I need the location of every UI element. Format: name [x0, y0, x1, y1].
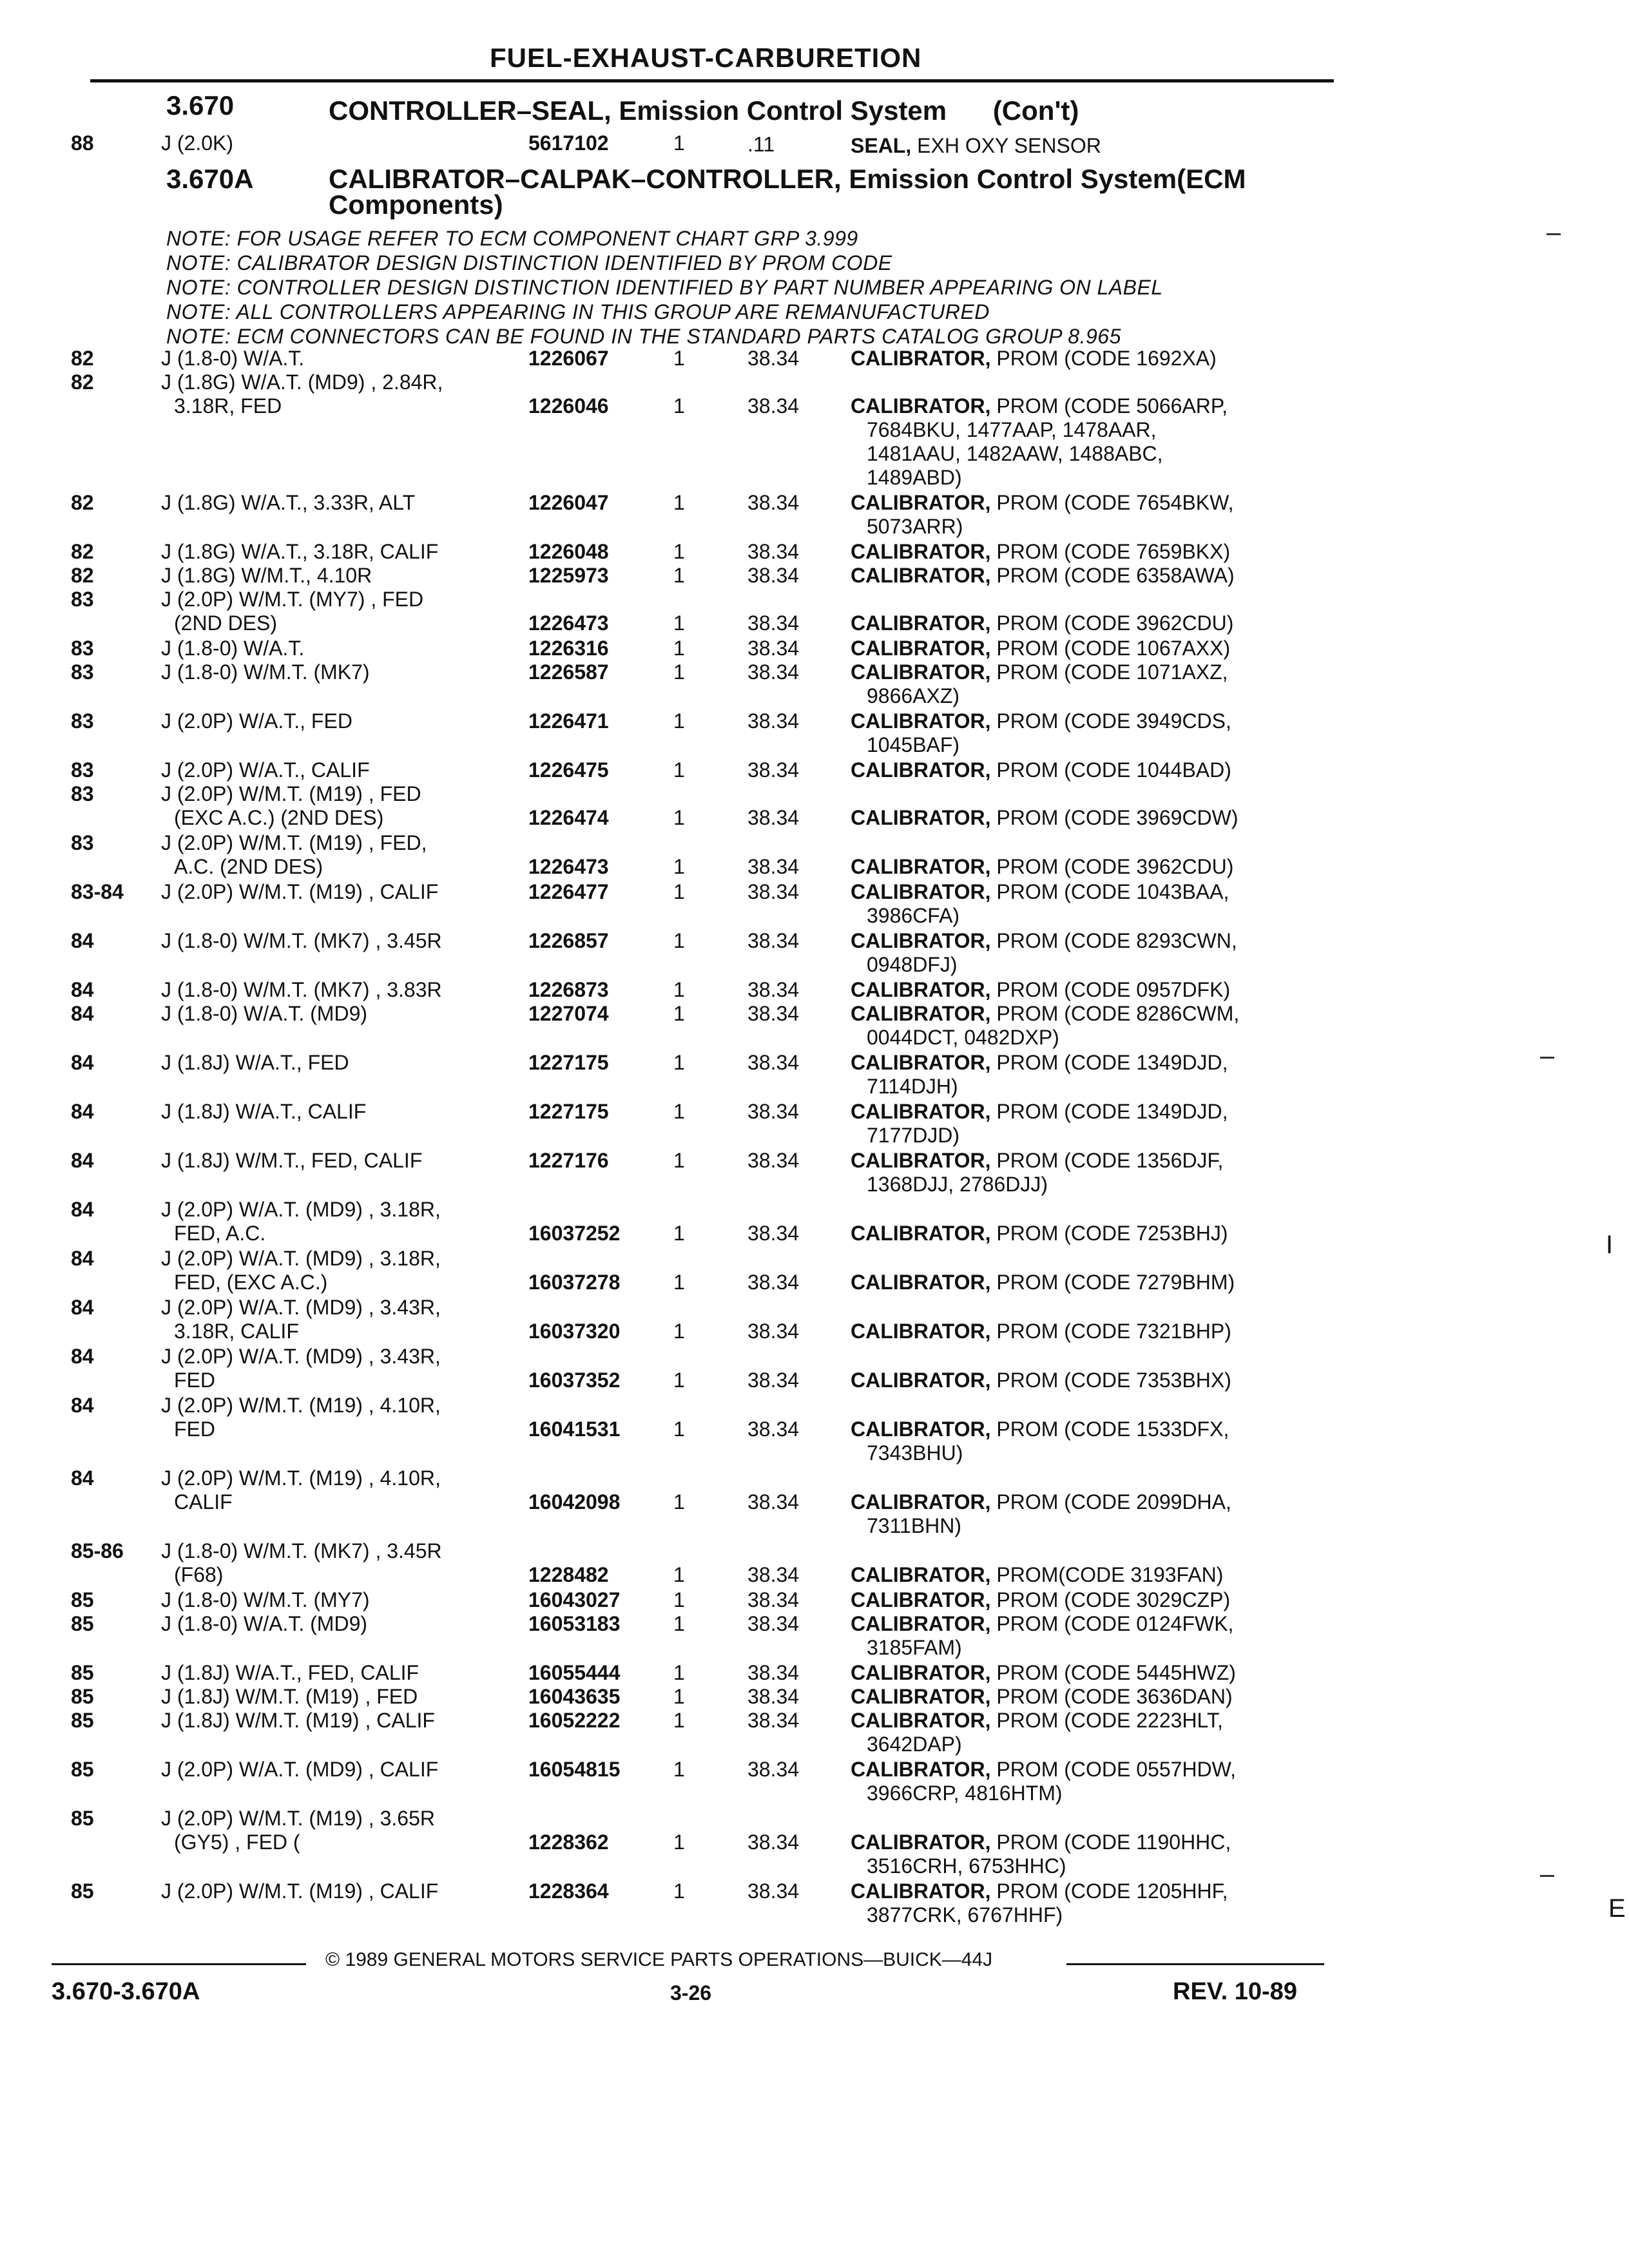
part-name: 0948DFJ): [867, 953, 958, 976]
part-number: 1228482: [528, 1563, 609, 1586]
part-quantity: 1: [673, 1709, 685, 1732]
part-quantity: 1: [673, 709, 685, 733]
part-ref-number: 83: [71, 831, 94, 854]
part-number: 16037252: [528, 1222, 621, 1245]
part-price: 38.34: [747, 709, 800, 733]
part-name: CALIBRATOR, PROM (CODE 1071AXZ,: [851, 660, 1228, 684]
part-price: 38.34: [747, 347, 800, 370]
part-name: CALIBRATOR, PROM (CODE 3029CZP): [851, 1588, 1231, 1611]
part-ref-number: 84: [71, 1149, 94, 1172]
part-quantity: 1: [673, 1051, 685, 1074]
header-rule: [90, 79, 1334, 82]
margin-tick: [1547, 233, 1561, 235]
part-number: 1226473: [528, 855, 609, 878]
part-name: CALIBRATOR, PROM (CODE 1692XA): [851, 347, 1217, 370]
section-title: [329, 95, 1079, 126]
part-price: 38.34: [747, 1490, 800, 1514]
part-ref-number: 85: [71, 1685, 94, 1708]
part-name: CALIBRATOR, PROM (CODE 2099DHA,: [851, 1490, 1231, 1514]
part-quantity: 1: [673, 1661, 685, 1684]
part-ref-number: 84: [71, 1345, 94, 1368]
part-name: CALIBRATOR, PROM (CODE 0124FWK,: [851, 1612, 1234, 1635]
margin-tick: [1540, 1057, 1554, 1059]
part-name: CALIBRATOR, PROM (CODE 1190HHC,: [851, 1831, 1231, 1854]
part-name: CALIBRATOR, PROM (CODE 1205HHF,: [851, 1879, 1228, 1903]
part-name: 7114DJH): [867, 1075, 958, 1098]
footer-revision: REV. 10-89: [1173, 1978, 1297, 2005]
part-price: 38.34: [747, 1222, 800, 1245]
part-description: 3.18R, FED: [174, 394, 282, 418]
part-number: 16042098: [528, 1490, 621, 1514]
part-name: CALIBRATOR, PROM (CODE 1044BAD): [851, 758, 1231, 782]
part-number: 1228364: [528, 1879, 609, 1903]
part-quantity: 1: [673, 564, 685, 587]
part-number: 1226475: [528, 758, 609, 782]
part-name: 7177DJD): [867, 1124, 960, 1147]
part-name: CALIBRATOR, PROM(CODE 3193FAN): [851, 1563, 1224, 1586]
part-quantity: 1: [673, 1490, 685, 1514]
part-description: J (1.8J) W/A.T., FED, CALIF: [161, 1661, 419, 1684]
part-description: J (1.8G) W/A.T. (MD9) , 2.84R,: [161, 370, 443, 394]
part-number: 16052222: [528, 1709, 621, 1732]
part-number: 16037320: [528, 1320, 621, 1343]
part-ref-number: 83: [71, 588, 94, 611]
section-continued-label: (Con't): [992, 95, 1079, 126]
part-description: J (1.8G) W/A.T., 3.33R, ALT: [161, 491, 416, 514]
part-ref-number: 85: [71, 1612, 94, 1635]
part-name: 9866AXZ): [867, 684, 960, 707]
part-description: J (2.0P) W/M.T. (M19) , FED: [161, 782, 421, 805]
part-ref-number: 83: [71, 709, 94, 733]
part-name: 1481AAU, 1482AAW, 1488ABC,: [867, 442, 1163, 465]
part-ref-number: 84: [71, 1394, 94, 1417]
part-description: J (1.8J) W/A.T., CALIF: [161, 1100, 367, 1123]
part-name: 3642DAP): [867, 1733, 962, 1756]
footer-group-range: 3.670-3.670A: [52, 1978, 200, 2005]
section-title-text: CONTROLLER–SEAL, Emission Control System: [329, 95, 947, 126]
part-description: J (1.8-0) W/M.T. (MK7) , 3.83R: [161, 978, 442, 1001]
part-price: 38.34: [747, 1320, 800, 1343]
part-price: 38.34: [747, 1563, 800, 1586]
part-price: 38.34: [747, 1709, 800, 1732]
part-description: FED: [174, 1369, 215, 1392]
part-ref-number: 82: [71, 370, 94, 394]
part-price: 38.34: [747, 1831, 800, 1854]
part-number: 1226473: [528, 611, 609, 635]
part-price: 38.34: [747, 637, 800, 660]
part-quantity: 1: [673, 1418, 685, 1441]
part-name: CALIBRATOR, PROM (CODE 5445HWZ): [851, 1661, 1236, 1684]
part-description: J (1.8J) W/M.T. (M19) , FED: [161, 1685, 418, 1708]
part-description: J (1.8-0) W/M.T. (MY7): [161, 1588, 370, 1611]
part-ref-number: 85-86: [71, 1539, 124, 1562]
part-quantity: 1: [673, 1831, 685, 1854]
part-description: J (2.0P) W/A.T. (MD9) , 3.43R,: [161, 1296, 441, 1319]
part-quantity: 1: [673, 1758, 685, 1781]
part-quantity: 1: [673, 1002, 685, 1025]
part-name: 0044DCT, 0482DXP): [867, 1026, 1059, 1049]
part-number: 16041531: [528, 1418, 621, 1441]
part-number: 16037278: [528, 1271, 621, 1294]
part-description: J (2.0P) W/M.T. (M19) , 4.10R,: [161, 1466, 441, 1490]
part-name: 1368DJJ, 2786DJJ): [867, 1173, 1048, 1196]
part-quantity: 1: [673, 1149, 685, 1172]
part-description: J (2.0P) W/A.T., FED: [161, 709, 352, 733]
footer-page-number: 3-26: [670, 1981, 712, 2004]
part-number: 1226047: [528, 491, 609, 514]
part-quantity: 1: [673, 660, 685, 684]
part-number: 1226316: [528, 637, 609, 660]
part-ref-number: 83: [71, 660, 94, 684]
part-quantity: 1: [673, 1879, 685, 1903]
part-quantity: 1: [673, 1320, 685, 1343]
part-price: 38.34: [747, 1369, 800, 1392]
part-ref-number: 84: [71, 978, 94, 1001]
catalog-note: NOTE: ECM CONNECTORS CAN BE FOUND IN THE STANDARD PARTS CATALOG GROUP 8.965: [166, 325, 1121, 348]
part-description: J (2.0P) W/M.T. (M19) , FED,: [161, 831, 427, 854]
part-description: (GY5) , FED (: [174, 1831, 300, 1854]
part-name: CALIBRATOR, PROM (CODE 1356DJF,: [851, 1149, 1224, 1172]
part-price: 38.34: [747, 1051, 800, 1074]
part-description: J (1.8J) W/M.T., FED, CALIF: [161, 1149, 423, 1172]
part-price: 38.34: [747, 1879, 800, 1903]
section-title-2: CALIBRATOR–CALPAK–CONTROLLER, Emission Control System(ECM: [329, 164, 1246, 194]
part-ref-number: 83: [71, 782, 94, 805]
part-ref-number: 82: [71, 540, 94, 563]
part-quantity: 1: [673, 929, 685, 952]
part-description: J (2.0P) W/M.T. (M19) , CALIF: [161, 880, 439, 903]
part-description: J (2.0P) W/A.T. (MD9) , 3.18R,: [161, 1198, 441, 1221]
part-description: FED, (EXC A.C.): [174, 1271, 328, 1294]
footer-copyright: © 1989 GENERAL MOTORS SERVICE PARTS OPERATIONS—BUICK—44J: [325, 1949, 993, 1970]
part-number: 16037352: [528, 1369, 621, 1392]
part-ref-number: 84: [71, 1466, 94, 1490]
part-quantity: 1: [673, 1369, 685, 1392]
part-description: J (2.0P) W/M.T. (MY7) , FED: [161, 588, 424, 611]
part-ref-number: 83-84: [71, 880, 124, 903]
part-number: 1227176: [528, 1149, 609, 1172]
part-quantity: 1: [673, 394, 685, 418]
part-quantity: 1: [673, 637, 685, 660]
part-ref-number: 88: [71, 131, 94, 155]
part-description: J (2.0P) W/A.T. (MD9) , 3.43R,: [161, 1345, 441, 1368]
part-description: J (1.8-0) W/A.T. (MD9): [161, 1002, 368, 1025]
part-description: J (2.0P) W/A.T. (MD9) , 3.18R,: [161, 1247, 441, 1270]
section-title-2-cont: Components): [329, 189, 503, 220]
part-ref-number: 82: [71, 564, 94, 587]
part-description: (2ND DES): [174, 611, 278, 635]
part-ref-number: 85: [71, 1879, 94, 1903]
part-name: 7684BKU, 1477AAP, 1478AAR,: [867, 418, 1157, 441]
part-number: 1227175: [528, 1051, 609, 1074]
part-price: 38.34: [747, 1685, 800, 1708]
part-number: 1226048: [528, 540, 609, 563]
part-quantity: 1: [673, 1612, 685, 1635]
part-ref-number: 84: [71, 1296, 94, 1319]
part-description: CALIF: [174, 1490, 233, 1514]
part-name: 1489ABD): [867, 466, 962, 489]
part-description: J (2.0P) W/A.T., CALIF: [161, 758, 370, 782]
part-quantity: 1: [673, 758, 685, 782]
part-price: 38.34: [747, 491, 800, 514]
section-number-2: 3.670A: [166, 164, 254, 194]
part-name: 3966CRP, 4816HTM): [867, 1782, 1063, 1805]
part-name: 7311BHN): [867, 1514, 962, 1537]
part-name: CALIBRATOR, PROM (CODE 3962CDU): [851, 855, 1234, 878]
page-header-title: FUEL-EXHAUST-CARBURETION: [490, 43, 922, 73]
part-name: CALIBRATOR, PROM (CODE 1349DJD,: [851, 1051, 1228, 1074]
part-quantity: 1: [673, 347, 685, 370]
part-price: 38.34: [747, 1758, 800, 1781]
part-quantity: 1: [673, 1588, 685, 1611]
part-ref-number: 84: [71, 1051, 94, 1074]
catalog-note: NOTE: FOR USAGE REFER TO ECM COMPONENT CHART GRP 3.999: [166, 227, 858, 250]
part-description: A.C. (2ND DES): [174, 855, 323, 878]
part-name: CALIBRATOR, PROM (CODE 7654BKW,: [851, 491, 1234, 514]
part-number: 5617102: [528, 131, 609, 155]
part-name: 1045BAF): [867, 733, 960, 756]
part-ref-number: 82: [71, 347, 94, 370]
part-name: CALIBRATOR, PROM (CODE 3962CDU): [851, 611, 1234, 635]
part-description: J (1.8-0) W/A.T.: [161, 347, 305, 370]
part-number: 1226046: [528, 394, 609, 418]
part-number: 16054815: [528, 1758, 621, 1781]
part-number: 1226067: [528, 347, 609, 370]
part-name: 3516CRH, 6753HHC): [867, 1854, 1066, 1878]
part-quantity: 1: [673, 880, 685, 903]
part-ref-number: 85: [71, 1807, 94, 1830]
part-number: 1226873: [528, 978, 609, 1001]
part-number: 16053183: [528, 1612, 621, 1635]
part-description: J (2.0K): [161, 131, 234, 155]
part-description: J (1.8-0) W/M.T. (MK7) , 3.45R: [161, 929, 442, 952]
part-name: CALIBRATOR, PROM (CODE 3636DAN): [851, 1685, 1233, 1708]
part-number: 1227175: [528, 1100, 609, 1123]
part-description: J (1.8J) W/M.T. (M19) , CALIF: [161, 1709, 435, 1732]
part-number: 1226587: [528, 660, 609, 684]
part-name: 3986CFA): [867, 904, 960, 927]
part-name: CALIBRATOR, PROM (CODE 1067AXX): [851, 637, 1231, 660]
part-name: SEAL, EXH OXY SENSOR: [851, 134, 1101, 157]
part-description: J (1.8-0) W/M.T. (MK7) , 3.45R: [161, 1539, 442, 1562]
part-quantity: 1: [673, 1563, 685, 1586]
part-description: J (1.8G) W/M.T., 4.10R: [161, 564, 372, 587]
part-number: 1226477: [528, 880, 609, 903]
part-quantity: 1: [673, 611, 685, 635]
part-ref-number: 82: [71, 491, 94, 514]
part-quantity: 1: [673, 1222, 685, 1245]
part-price: 38.34: [747, 1418, 800, 1441]
part-name: 7343BHU): [867, 1441, 963, 1465]
part-description: (F68): [174, 1563, 224, 1586]
part-description: J (2.0P) W/A.T. (MD9) , CALIF: [161, 1758, 439, 1781]
part-description: FED: [174, 1418, 215, 1441]
footer-rule-left: [52, 1963, 306, 1965]
part-price: 38.34: [747, 806, 800, 829]
part-price: 38.34: [747, 855, 800, 878]
part-number: 16043635: [528, 1685, 621, 1708]
part-number: 16055444: [528, 1661, 621, 1684]
part-description: J (1.8G) W/A.T., 3.18R, CALIF: [161, 540, 439, 563]
catalog-note: NOTE: CALIBRATOR DESIGN DISTINCTION IDENTIFIED BY PROM CODE: [166, 251, 892, 274]
part-name: CALIBRATOR, PROM (CODE 7253BHJ): [851, 1222, 1228, 1245]
part-name: 5073ARR): [867, 515, 963, 538]
part-number: 1226857: [528, 929, 609, 952]
part-name: CALIBRATOR, PROM (CODE 7353BHX): [851, 1369, 1231, 1392]
part-price: 38.34: [747, 1612, 800, 1635]
part-ref-number: 84: [71, 1002, 94, 1025]
part-name: CALIBRATOR, PROM (CODE 1533DFX,: [851, 1418, 1229, 1441]
part-price: 38.34: [747, 978, 800, 1001]
part-name: CALIBRATOR, PROM (CODE 8293CWN,: [851, 929, 1237, 952]
part-description: (EXC A.C.) (2ND DES): [174, 806, 384, 829]
part-name: CALIBRATOR, PROM (CODE 0557HDW,: [851, 1758, 1236, 1781]
part-price: 38.34: [747, 758, 800, 782]
part-name: CALIBRATOR, PROM (CODE 6358AWA): [851, 564, 1235, 587]
part-name: CALIBRATOR, PROM (CODE 7321BHP): [851, 1320, 1231, 1343]
part-number: 1227074: [528, 1002, 609, 1025]
part-ref-number: 83: [71, 758, 94, 782]
part-price: 38.34: [747, 1661, 800, 1684]
part-name: CALIBRATOR, PROM (CODE 0957DFK): [851, 978, 1231, 1001]
part-number: 1226471: [528, 709, 609, 733]
margin-mark: E: [1608, 1894, 1626, 1923]
part-ref-number: 85: [71, 1709, 94, 1732]
part-name: CALIBRATOR, PROM (CODE 1043BAA,: [851, 880, 1229, 903]
part-description: J (1.8J) W/A.T., FED: [161, 1051, 349, 1074]
part-number: 1228362: [528, 1831, 609, 1854]
part-ref-number: 85: [71, 1661, 94, 1684]
part-description: J (1.8-0) W/A.T.: [161, 637, 305, 660]
part-description: J (2.0P) W/M.T. (M19) , 3.65R: [161, 1807, 435, 1830]
part-name: CALIBRATOR, PROM (CODE 8286CWM,: [851, 1002, 1240, 1025]
catalog-note: NOTE: ALL CONTROLLERS APPEARING IN THIS GROUP ARE REMANUFACTURED: [166, 300, 990, 323]
part-name: 3877CRK, 6767HHF): [867, 1903, 1063, 1927]
part-name: CALIBRATOR, PROM (CODE 2223HLT,: [851, 1709, 1223, 1732]
part-price: 38.34: [747, 611, 800, 635]
section-number: 3.670: [166, 90, 235, 120]
part-ref-number: 85: [71, 1758, 94, 1781]
part-price: 38.34: [747, 1271, 800, 1294]
part-price: 38.34: [747, 1100, 800, 1123]
part-quantity: 1: [673, 1685, 685, 1708]
part-name: CALIBRATOR, PROM (CODE 7279BHM): [851, 1271, 1235, 1294]
part-ref-number: 84: [71, 1100, 94, 1123]
part-price: 38.34: [747, 1002, 800, 1025]
part-ref-number: 84: [71, 929, 94, 952]
margin-mark: I: [1606, 1231, 1614, 1259]
part-price: 38.34: [747, 564, 800, 587]
part-ref-number: 84: [71, 1198, 94, 1221]
part-ref-number: 83: [71, 637, 94, 660]
part-name: CALIBRATOR, PROM (CODE 7659BKX): [851, 540, 1231, 563]
part-number: 1225973: [528, 564, 609, 587]
part-description: J (2.0P) W/M.T. (M19) , 4.10R,: [161, 1394, 441, 1417]
part-price: 38.34: [747, 1149, 800, 1172]
part-number: 1226474: [528, 806, 609, 829]
catalog-note: NOTE: CONTROLLER DESIGN DISTINCTION IDENTIFIED BY PART NUMBER APPEARING ON LABEL: [166, 276, 1163, 299]
part-price: 38.34: [747, 880, 800, 903]
part-description: FED, A.C.: [174, 1222, 266, 1245]
part-quantity: 1: [673, 491, 685, 514]
part-price: 38.34: [747, 660, 800, 684]
part-quantity: 1: [673, 1100, 685, 1123]
part-ref-number: 84: [71, 1247, 94, 1270]
part-name: CALIBRATOR, PROM (CODE 3969CDW): [851, 806, 1239, 829]
part-description: J (2.0P) W/M.T. (M19) , CALIF: [161, 1879, 439, 1903]
part-price: 38.34: [747, 394, 800, 418]
part-price: 38.34: [747, 1588, 800, 1611]
part-ref-number: 85: [71, 1588, 94, 1611]
part-price: 38.34: [747, 540, 800, 563]
part-price: .11: [747, 133, 775, 156]
part-description: J (1.8-0) W/M.T. (MK7): [161, 660, 370, 684]
part-quantity: 1: [673, 806, 685, 829]
part-name: CALIBRATOR, PROM (CODE 5066ARP,: [851, 394, 1228, 418]
part-quantity: 1: [673, 131, 685, 155]
part-quantity: 1: [673, 855, 685, 878]
part-quantity: 1: [673, 540, 685, 563]
part-number: 16043027: [528, 1588, 621, 1611]
part-name: CALIBRATOR, PROM (CODE 3949CDS,: [851, 709, 1231, 733]
part-name: CALIBRATOR, PROM (CODE 1349DJD,: [851, 1100, 1228, 1123]
part-quantity: 1: [673, 1271, 685, 1294]
part-quantity: 1: [673, 978, 685, 1001]
part-price: 38.34: [747, 929, 800, 952]
margin-tick: [1540, 1875, 1554, 1877]
part-description: J (1.8-0) W/A.T. (MD9): [161, 1612, 368, 1635]
part-name: 3185FAM): [867, 1636, 962, 1659]
footer-rule-right: [1066, 1963, 1324, 1965]
part-description: 3.18R, CALIF: [174, 1320, 299, 1343]
